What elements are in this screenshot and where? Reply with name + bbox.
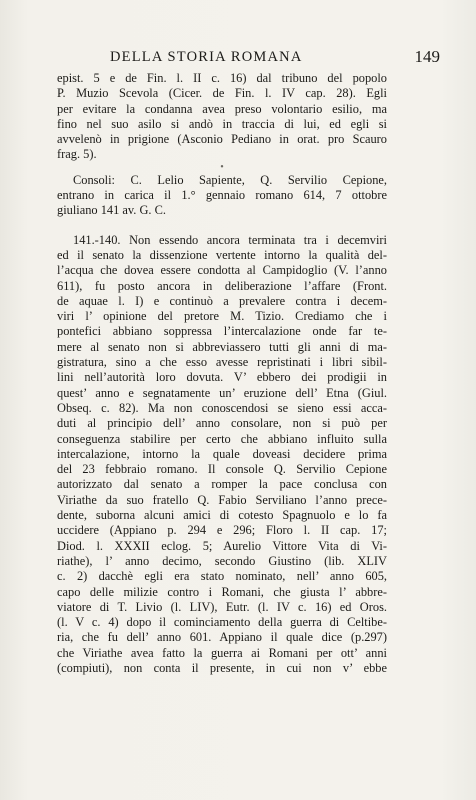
text-line: capo delle milizie contro i Romani, che giusta l’ abbre-: [57, 584, 387, 599]
text-line: del 23 febbraio romano. Il console Q. Servilio Cepione: [57, 462, 387, 477]
text-line: fino nel suo asilo si andò in traccia di lui, ed egli si: [57, 116, 387, 131]
text-line: lini nell’autorità loro dovuta. V’ ebbero dei prodigii in: [57, 370, 387, 385]
text-line: intercalazione, intorno la quale doveasi decidere prima: [57, 446, 387, 461]
text-line: viri l’ opinione del pretore M. Tizio. Crediamo che i: [57, 309, 387, 324]
text-line: Diod. l. XXXII eclog. 5; Aurelio Vittore Vita di Vi-: [57, 538, 387, 553]
separator-mark: •: [220, 161, 224, 173]
text-line: frag. 5).: [57, 147, 97, 162]
text-line: l’acqua che dovea essere condotta al Campidoglio (V. l’anno: [57, 263, 387, 278]
text-line: gistratura, sino a che esso avesse repristinati i libri sibil-: [57, 355, 387, 370]
text-line: giuliano 141 av. G. C.: [57, 203, 166, 218]
text-line: mere al senato non si abbreviassero tutti gli anni di ma-: [57, 339, 387, 354]
text-line: avvelenò in prigione (Asconio Pediano in orat. pro Scauro: [57, 132, 387, 147]
text-line: uccidere (Appiano p. 294 e 296; Floro l. II cap. 17;: [57, 523, 387, 538]
text-line: 611), fu posto ancora in deliberazione l’affare (Front.: [57, 278, 387, 293]
running-head: [110, 49, 440, 71]
text-line: (l. V c. 4) dopo il cominciamento della guerra di Celtibe-: [57, 615, 387, 630]
text-line: P. Muzio Scevola (Cicer. de Fin. l. IV cap. 28). Egli: [57, 86, 387, 101]
text-line: Obseq. c. 82). Ma non conoscendosi se sieno essi acca-: [57, 400, 387, 415]
text-line: che Viriathe avea fatto la guerra ai Romani per ott’ anni: [57, 645, 387, 660]
text-line: viatore di T. Livio (l. LIV), Eutr. (l. IV c. 16) ed Oros.: [57, 599, 387, 614]
text-line: dente, suborna alcuni amici di cotesto Spagnuolo e lo fa: [57, 508, 387, 523]
text-line: epist. 5 e de Fin. l. II c. 16) dal tribuno del popolo: [57, 71, 387, 85]
text-line: duti al principio dell’ anno consolare, non si può per: [57, 416, 387, 431]
text-line: autorizzato dal senato a romper la pace conclusa con: [57, 477, 387, 492]
text-line: entrano in carica il 1.° gennaio romano 614, 7 ottobre: [57, 188, 387, 203]
text-line: riathe), l’ anno decimo, secondo Giustino (lib. XLIV: [57, 553, 387, 568]
text-line: Consoli: C. Lelio Sapiente, Q. Servilio Cepione,: [73, 172, 387, 187]
text-line: (compiuti), non conta il presente, in cui non v’ ebbe: [57, 660, 387, 675]
text-line: conseguenza stabilire per certo che abbiano influito sulla: [57, 431, 387, 446]
page-number: 149: [414, 47, 440, 66]
body-text: [57, 71, 387, 676]
text-line: ria, che fu dell’ anno 601. Appiano il quale dice (p.297): [57, 630, 387, 645]
text-line: pontefici abbiano soppressa l’intercalazione onde far te-: [57, 324, 387, 339]
text-line: de aquae l. I) e continuò a prevalere contra i decem-: [57, 293, 387, 308]
text-line: per evitare la condanna avea preso volontario esilio, ma: [57, 101, 387, 116]
text-line: ed il senato la dissenzione vertente intorno la qualità del-: [57, 247, 387, 262]
running-title: DELLA STORIA ROMANA: [110, 49, 303, 65]
text-line: 141.-140. Non essendo ancora terminata tra i decemviri: [73, 232, 387, 247]
text-line: c. 2) dacchè egli era stato nominato, nell’ anno 605,: [57, 569, 387, 584]
text-line: Viriathe da suo fratello Q. Fabio Serviliano l’anno prece-: [57, 492, 387, 507]
text-line: quest’ anno e segnatamente un’ eruzione dell’ Etna (Giul.: [57, 385, 387, 400]
